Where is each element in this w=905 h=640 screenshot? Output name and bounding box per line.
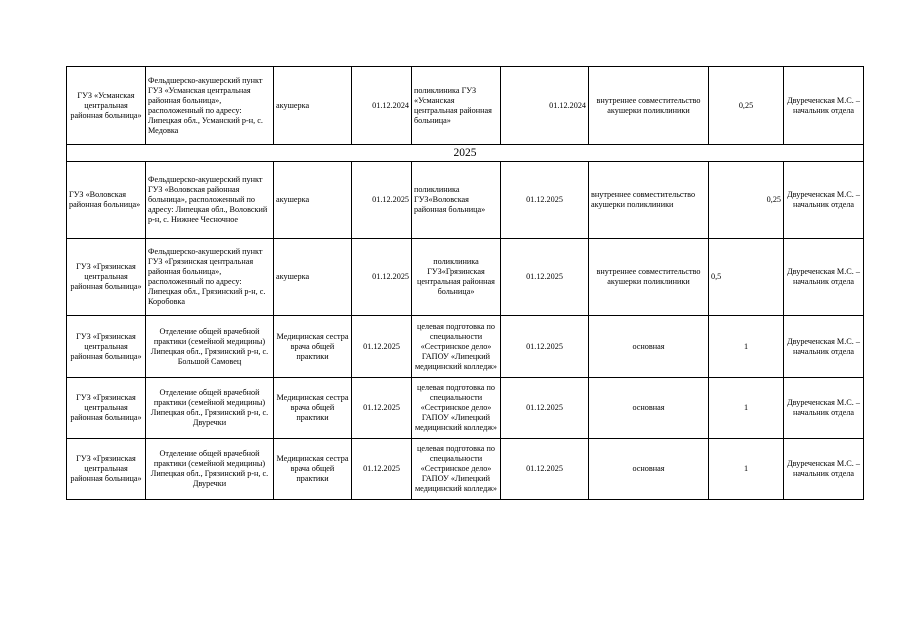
rate-cell: 1	[709, 316, 784, 378]
rate-cell: 0,25	[709, 67, 784, 145]
source-cell: поликлиника ГУЗ «Усманская центральная районная больница»	[412, 67, 501, 145]
staffing-table	[66, 66, 864, 500]
date-cell: 01.12.2024	[352, 67, 412, 145]
position-cell: акушерка	[274, 239, 352, 316]
position-cell: акушерка	[274, 162, 352, 239]
source-cell: целевая подготовка по специальности «Сестринское дело» ГАПОУ «Липецкий медицинский колледж»	[412, 316, 501, 378]
org-cell: ГУЗ «Воловская районная больница»	[67, 162, 146, 239]
org-cell: ГУЗ «Усманская центральная районная больница»	[67, 67, 146, 145]
org-cell: ГУЗ «Грязинская центральная районная больница»	[67, 239, 146, 316]
position-cell: Медицинская сестра врача общей практики	[274, 316, 352, 378]
table-row	[67, 162, 864, 239]
source-cell: целевая подготовка по специальности «Сестринское дело» ГАПОУ «Липецкий медицинский колледж»	[412, 378, 501, 439]
position-cell: Медицинская сестра врача общей практики	[274, 378, 352, 439]
responsible-cell: Двуреченская М.С. – начальник отдела	[784, 67, 864, 145]
date-cell: 01.12.2025	[501, 239, 589, 316]
date-cell: 01.12.2025	[352, 239, 412, 316]
org-cell: ГУЗ «Грязинская центральная районная больница»	[67, 378, 146, 439]
employment-type-cell: внутреннее совместительство акушерки поликлиники	[589, 239, 709, 316]
responsible-cell: Двуреченская М.С. – начальник отдела	[784, 316, 864, 378]
table-row	[67, 378, 864, 439]
date-cell: 01.12.2024	[501, 67, 589, 145]
table-row	[67, 239, 864, 316]
rate-cell: 0,25	[709, 162, 784, 239]
org-cell: ГУЗ «Грязинская центральная районная больница»	[67, 439, 146, 500]
source-cell: целевая подготовка по специальности «Сестринское дело» ГАПОУ «Липецкий медицинский колледж»	[412, 439, 501, 500]
source-cell: поликлиника ГУЗ«Воловская районная больница»	[412, 162, 501, 239]
position-cell: акушерка	[274, 67, 352, 145]
position-cell: Медицинская сестра врача общей практики	[274, 439, 352, 500]
source-cell: поликлиника ГУЗ«Грязинская центральная районная больница»	[412, 239, 501, 316]
employment-type-cell: основная	[589, 378, 709, 439]
date-cell: 01.12.2025	[352, 162, 412, 239]
subdivision-cell: Фельдшерско-акушерский пункт ГУЗ «Воловская районная больница», расположенный по адресу: Липецкая обл., Воловский р-н, с. Нижнее Чесночное	[146, 162, 274, 239]
employment-type-cell: основная	[589, 439, 709, 500]
date-cell: 01.12.2025	[352, 439, 412, 500]
employment-type-cell: основная	[589, 316, 709, 378]
date-cell: 01.12.2025	[501, 316, 589, 378]
org-cell: ГУЗ «Грязинская центральная районная больница»	[67, 316, 146, 378]
year-row	[67, 145, 864, 162]
subdivision-cell: Отделение общей врачебной практики (семейной медицины) Липецкая обл., Грязинский р-н, с. Большой Самовец	[146, 316, 274, 378]
date-cell: 01.12.2025	[352, 316, 412, 378]
year-heading: 2025	[67, 145, 864, 162]
table-row	[67, 67, 864, 145]
rate-cell: 1	[709, 439, 784, 500]
employment-type-cell: внутреннее совместительство акушерки поликлиники	[589, 67, 709, 145]
date-cell: 01.12.2025	[501, 439, 589, 500]
subdivision-cell: Фельдшерско-акушерский пункт ГУЗ «Грязинская центральная районная больница», расположенный по адресу: Липецкая обл., Грязинский р-н, с. Коробовка	[146, 239, 274, 316]
table-row	[67, 316, 864, 378]
subdivision-cell: Фельдшерско-акушерский пункт ГУЗ «Усманская центральная районная больница», расположенный по адресу: Липецкая обл., Усманский р-н, с. Медовка	[146, 67, 274, 145]
date-cell: 01.12.2025	[352, 378, 412, 439]
employment-type-cell: внутреннее совместительство акушерки поликлиники	[589, 162, 709, 239]
subdivision-cell: Отделение общей врачебной практики (семейной медицины) Липецкая обл., Грязинский р-н, с. Двуречки	[146, 378, 274, 439]
responsible-cell: Двуреченская М.С. – начальник отдела	[784, 439, 864, 500]
responsible-cell: Двуреченская М.С. – начальник отдела	[784, 378, 864, 439]
subdivision-cell: Отделение общей врачебной практики (семейной медицины) Липецкая обл., Грязинский р-н, с. Двуречки	[146, 439, 274, 500]
responsible-cell: Двуреченская М.С. – начальник отдела	[784, 162, 864, 239]
date-cell: 01.12.2025	[501, 378, 589, 439]
table-row	[67, 439, 864, 500]
responsible-cell: Двуреченская М.С. – начальник отдела	[784, 239, 864, 316]
date-cell: 01.12.2025	[501, 162, 589, 239]
rate-cell: 1	[709, 378, 784, 439]
rate-cell: 0,5	[709, 239, 784, 316]
